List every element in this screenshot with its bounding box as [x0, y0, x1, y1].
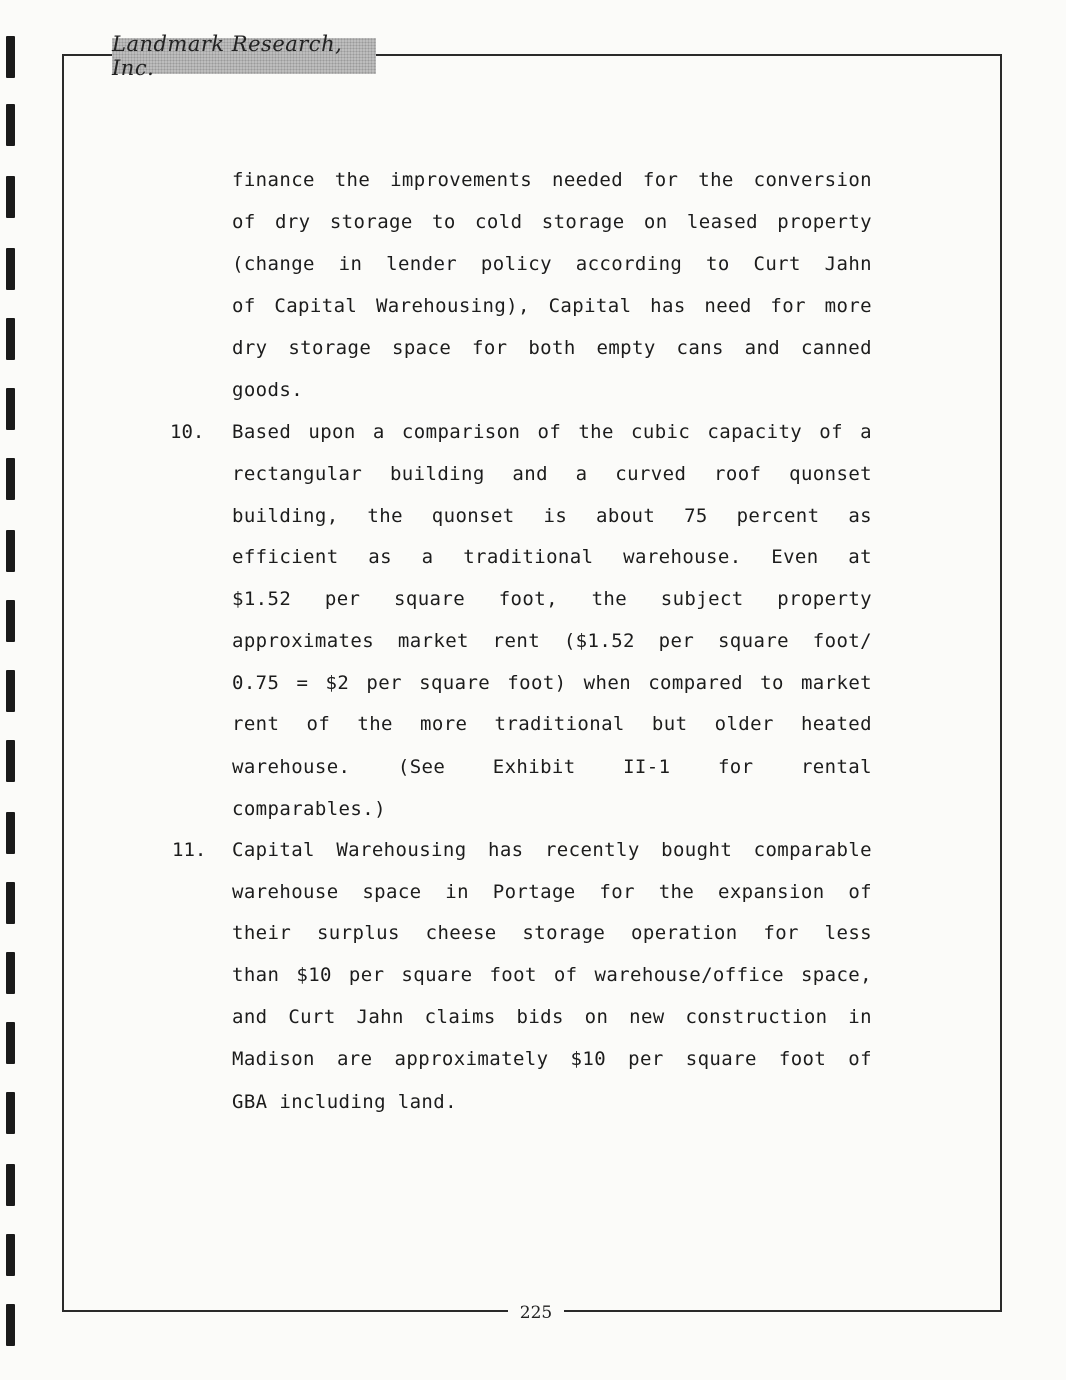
- text-line: approximates market rent ($1.52 per square foot/: [232, 630, 872, 652]
- text-line: warehouse space in Portage for the expansion of: [232, 881, 872, 903]
- text-line: comparables.): [232, 798, 386, 820]
- text-line: Madison are approximately $10 per square foot of: [232, 1048, 872, 1070]
- item-number: 10.: [170, 421, 205, 443]
- text-line: and Curt Jahn claims bids on new construction in: [232, 1006, 872, 1028]
- text-line: efficient as a traditional warehouse. Even at: [232, 546, 872, 568]
- text-line: GBA including land.: [232, 1091, 457, 1113]
- text-line: of Capital Warehousing), Capital has need for more: [232, 295, 872, 317]
- company-logo: Landmark Research, Inc.: [112, 38, 376, 74]
- text-line: rectangular building and a curved roof quonset: [232, 463, 872, 485]
- text-line: of dry storage to cold storage on leased property: [232, 211, 872, 233]
- text-line: rent of the more traditional but older heated: [232, 713, 872, 735]
- text-line: Based upon a comparison of the cubic capacity of a: [232, 421, 872, 443]
- text-line: warehouse. (See Exhibit II-1 for rental: [232, 756, 872, 778]
- text-line: (change in lender policy according to Curt Jahn: [232, 253, 872, 275]
- text-line: building, the quonset is about 75 percent as: [232, 505, 872, 527]
- text-line: dry storage space for both empty cans and canned: [232, 337, 872, 359]
- item-number: 11.: [172, 839, 207, 861]
- text-line: than $10 per square foot of warehouse/office space,: [232, 964, 872, 986]
- page-number: 225: [508, 1300, 564, 1326]
- text-line: 0.75 = $2 per square foot) when compared to market: [232, 672, 872, 694]
- text-line: their surplus cheese storage operation for less: [232, 922, 872, 944]
- text-line: Capital Warehousing has recently bought comparable: [232, 839, 872, 861]
- text-line: $1.52 per square foot, the subject property: [232, 588, 872, 610]
- text-line: goods.: [232, 379, 304, 401]
- text-line: finance the improvements needed for the conversion: [232, 169, 872, 191]
